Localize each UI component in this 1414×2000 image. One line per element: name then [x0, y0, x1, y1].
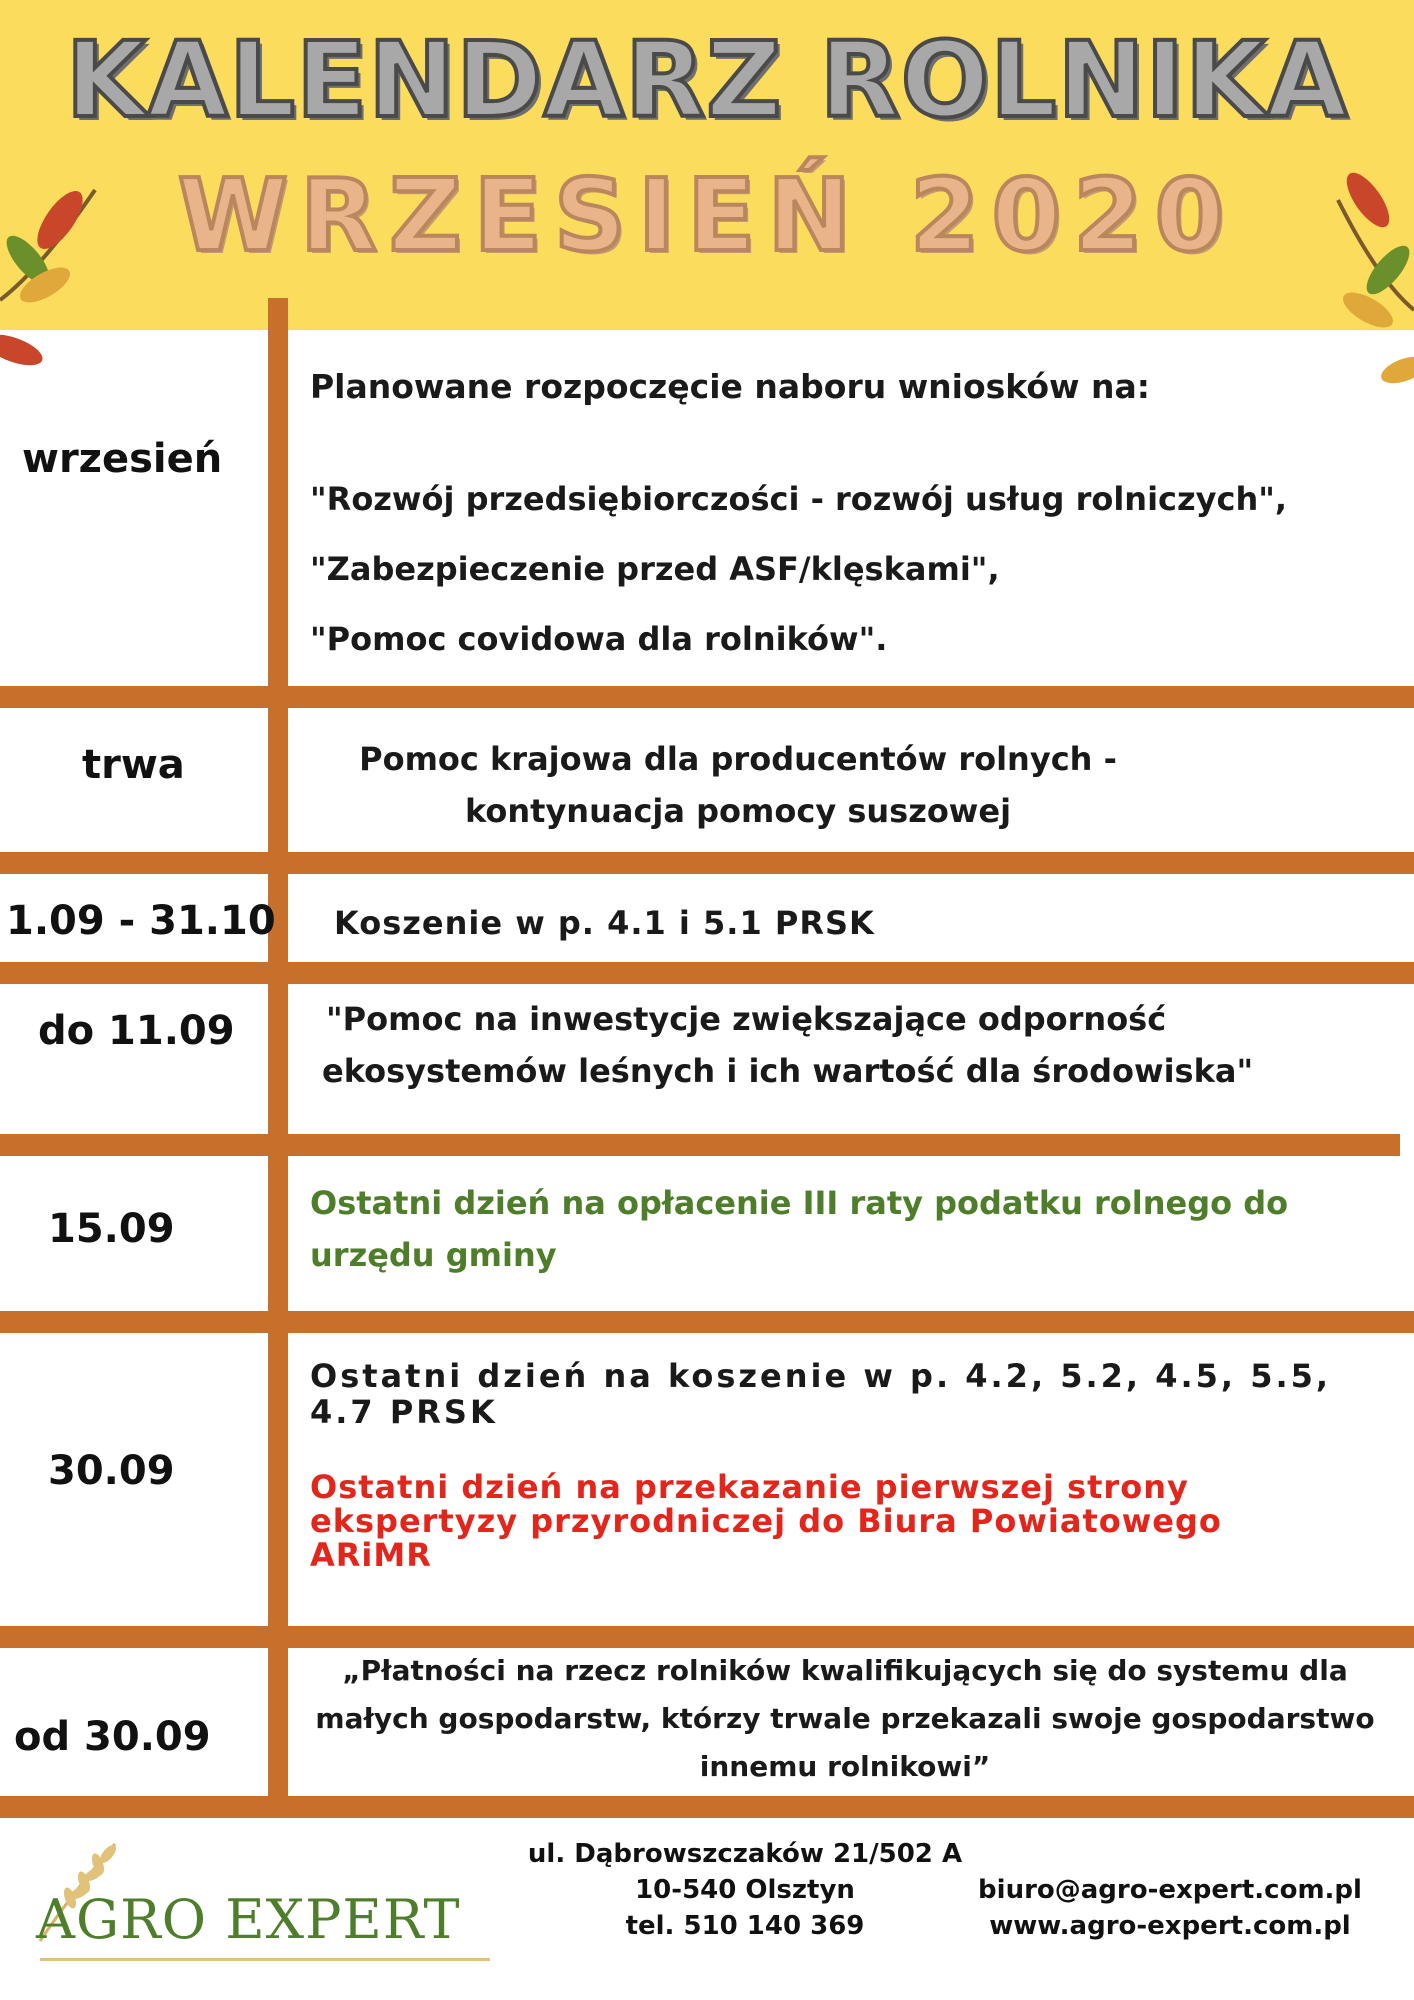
- contact-website[interactable]: www.agro-expert.com.pl: [989, 1911, 1351, 1941]
- logo-underline: [40, 1958, 490, 1961]
- row-red-line: Ostatni dzień na przekazanie pierwszej strony: [310, 1468, 1189, 1506]
- row-line: urzędu gminy: [310, 1236, 557, 1274]
- page-subtitle: WRZESIEŃ 2020: [177, 157, 1237, 274]
- row-date: od 30.09: [14, 1714, 211, 1760]
- row-red-line: ARiMR: [310, 1536, 432, 1574]
- row-line: Koszenie w p. 4.1 i 5.1 PRSK: [334, 904, 875, 942]
- row-line: „Płatności na rzecz rolników kwalifikujących się do systemu dla: [342, 1654, 1348, 1687]
- row-line: ekosystemów leśnych i ich wartość dla środowiska": [322, 1052, 1254, 1090]
- row-line: 4.7 PRSK: [310, 1393, 498, 1431]
- address-phone: tel. 510 140 369: [625, 1911, 865, 1941]
- row-line: małych gospodarstw, którzy trwale przekazali swoje gospodarstwo: [315, 1702, 1375, 1735]
- row-divider: [0, 1311, 1414, 1333]
- row-heading: Planowane rozpoczęcie naboru wniosków na:: [310, 367, 1150, 406]
- address-city: 10-540 Olsztyn: [635, 1875, 855, 1905]
- row-line: "Pomoc na inwestycje zwiększające odporność: [326, 1000, 1167, 1038]
- table-vertical-divider: [268, 298, 288, 1796]
- row-date: do 11.09: [38, 1008, 235, 1054]
- address-street: ul. Dąbrowszczaków 21/502 A: [527, 1839, 963, 1869]
- row-line: Pomoc krajowa dla producentów rolnych -: [359, 740, 1117, 778]
- row-date: 15.09: [48, 1206, 175, 1252]
- row-date: wrzesień: [22, 436, 223, 482]
- row-line: "Zabezpieczenie przed ASF/klęskami",: [310, 550, 1000, 588]
- row-line: kontynuacja pomocy suszowej: [464, 792, 1012, 830]
- row-divider: [0, 1134, 1400, 1156]
- contact-block: [960, 1872, 1380, 1944]
- row-date: 30.09: [48, 1448, 175, 1494]
- row-divider: [0, 1626, 1414, 1648]
- footer-divider: [0, 1796, 1414, 1818]
- row-divider: [0, 852, 1414, 874]
- row-divider: [0, 686, 1414, 708]
- agro-expert-logo: [36, 1888, 461, 1951]
- logo-text: AGRO EXPERT: [36, 1888, 461, 1951]
- address-block: [500, 1836, 990, 1944]
- row-red-line: ekspertyzy przyrodniczej do Biura Powiatowego: [310, 1502, 1222, 1540]
- row-line: "Rozwój przedsiębiorczości - rozwój usług rolniczych",: [310, 480, 1288, 518]
- row-line: innemu rolnikowi”: [699, 1750, 991, 1783]
- row-date: 1.09 - 31.10: [6, 898, 276, 944]
- contact-email[interactable]: biuro@agro-expert.com.pl: [978, 1875, 1362, 1905]
- row-date: trwa: [82, 742, 185, 788]
- row-line: "Pomoc covidowa dla rolników".: [310, 620, 888, 658]
- row-line: Ostatni dzień na opłacenie III raty podatku rolnego do: [310, 1184, 1289, 1222]
- row-line: Ostatni dzień na koszenie w p. 4.2, 5.2, 4.5, 5.5,: [310, 1357, 1332, 1395]
- row-divider: [0, 962, 1414, 984]
- page-title: KALENDARZ ROLNIKA: [65, 19, 1349, 141]
